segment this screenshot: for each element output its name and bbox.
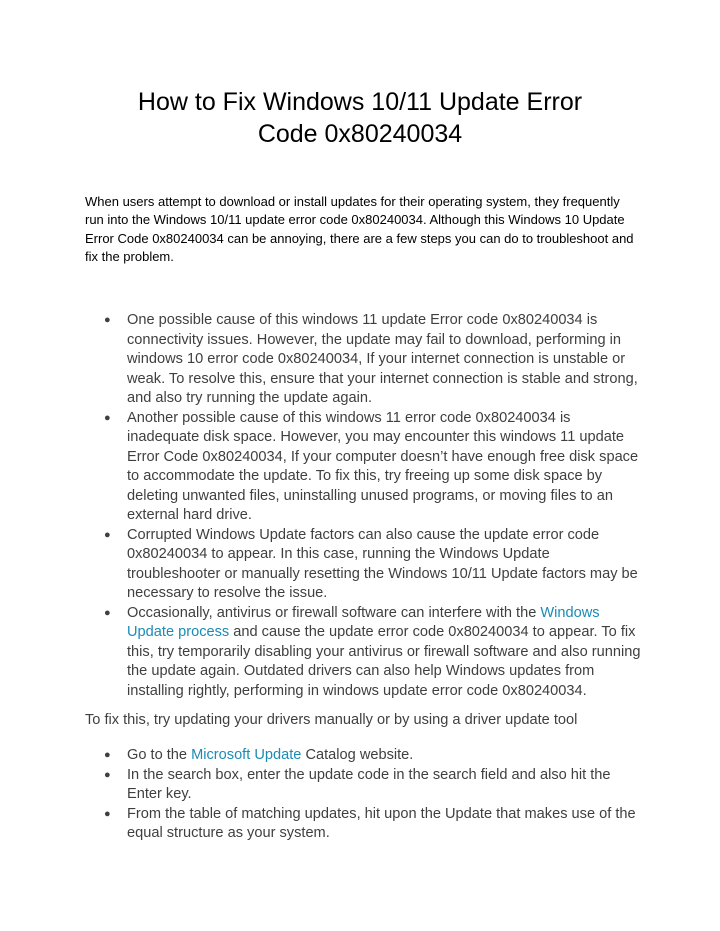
list-item xyxy=(85,409,645,526)
page-title xyxy=(0,86,720,150)
causes-list xyxy=(85,311,645,701)
list-item-text-after: Catalog website. xyxy=(301,747,414,763)
list-item-text-after: and cause the update error code 0x80240034 to appear. To fix this, try temporarily disabling your antivirus or firewall software and also running the update again. Outdated drivers can also help Windows updates from installing rightly, performing in windows update error code 0x80240034. xyxy=(127,624,641,699)
title-line-2: Code 0x80240034 xyxy=(257,120,463,148)
bullet-icon: ● xyxy=(104,528,111,541)
bullet-icon: ● xyxy=(104,411,111,424)
bullet-icon: ● xyxy=(104,807,111,820)
fix-paragraph: To fix this, try updating your drivers manually or by using a driver update tool xyxy=(85,712,578,728)
list-item-text-before: Go to the xyxy=(127,747,192,763)
list-item xyxy=(85,805,645,844)
list-item-text: From the table of matching updates, hit upon the Update that makes use of the equal structure as your system. xyxy=(127,805,636,841)
list-item xyxy=(85,766,645,805)
list-item-text: In the search box, enter the update code in the search field and also hit the Enter key. xyxy=(127,766,611,802)
microsoft-update-link[interactable]: Microsoft Update xyxy=(191,747,302,763)
windows-update-process-link[interactable]: Windows Update process xyxy=(127,604,600,640)
list-item xyxy=(85,526,645,604)
bullet-icon: ● xyxy=(104,606,111,619)
list-item-text: Corrupted Windows Update factors can also cause the update error code 0x80240034 to appear. In this case, running the Windows Update troubleshooter or manually resetting the Windows 10/11 Update factors may be necessary to resolve the issue. xyxy=(127,526,638,601)
list-item-text: Another possible cause of this windows 11 error code 0x80240034 is inadequate disk space. However, you may encounter this windows 11 update Error Code 0x80240034, If your computer doesn’t have enough free disk space to accommodate the update. To fix this, try freeing up some disk space by deleting unwanted files, uninstalling unused programs, or moving files to an external hard drive. xyxy=(127,409,639,523)
list-item-text: One possible cause of this windows 11 update Error code 0x80240034 is connectivity issues. However, the update may fail to download, performing in windows 10 error code 0x80240034, If your internet connection is unstable or weak. To resolve this, ensure that your internet connection is stable and strong, and also try running the update again. xyxy=(127,312,638,406)
list-item-text-before: Occasionally, antivirus or firewall software can interfere with the xyxy=(127,604,541,621)
list-item xyxy=(85,311,645,409)
list-item xyxy=(85,746,645,766)
list-item xyxy=(85,604,645,702)
steps-list xyxy=(85,746,645,844)
bullet-icon: ● xyxy=(104,314,111,326)
title-line-1: How to Fix Windows 10/11 Update Error xyxy=(137,88,583,116)
intro-paragraph: When users attempt to download or install updates for their operating system, they frequently run into the Windows 10/11 update error code 0x80240034. Although this Windows 10 Update Error Code 0x80240034 can be annoying, there are a few steps you can do to troubleshoot and fix the problem. xyxy=(85,194,634,264)
bullet-icon: ● xyxy=(104,749,111,761)
bullet-icon: ● xyxy=(104,768,111,781)
